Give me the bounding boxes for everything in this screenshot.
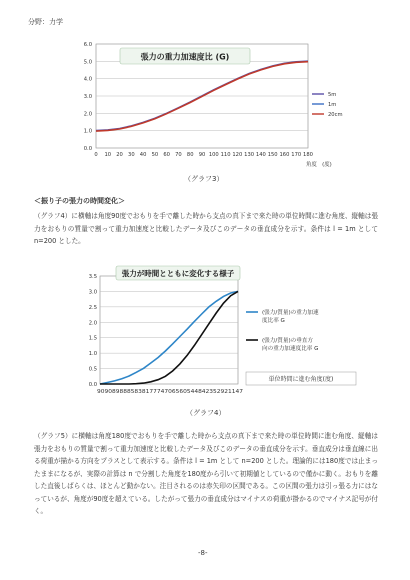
graph3-x-label: 角度 (度) xyxy=(306,162,332,168)
graph4-legend-label: (張力/質量)の垂直方向の重力加速度比率 G xyxy=(262,338,319,352)
graph4-y-tick: 3.5 xyxy=(88,274,97,280)
graph4-y-tick: 1.0 xyxy=(88,351,97,358)
graph3-x-tick: 10 xyxy=(104,152,112,158)
graph3-x-tick: 100 xyxy=(208,152,219,158)
graph4-container xyxy=(80,264,380,402)
graph4-y-tick: 0.5 xyxy=(88,366,97,373)
graph3-x-tick: 40 xyxy=(139,152,147,158)
section-paragraph: （グラフ4）に横軸は角度90度でおもりを手で離した時から支点の真下まで来た時の単位時間に進む角度、縦軸は張力をおもりの質量で割って重力加速度と比較したデータ及びこのデータの垂直成分を示す。条件は l = 1m として n=200 とした。 xyxy=(34,212,378,245)
graph3-legend-label: 5m xyxy=(328,92,337,98)
graph4-title: 張力が時間とともに変化する様子 xyxy=(121,269,235,278)
graph3-y-tick: 0.0 xyxy=(83,146,92,152)
graph3-x-tick: 80 xyxy=(186,152,194,158)
graph3-x-tick: 120 xyxy=(232,152,243,158)
graph3-x-tick: 140 xyxy=(255,152,266,158)
graph3-y-tick: 1.0 xyxy=(83,128,92,135)
graph3-x-tick: 50 xyxy=(151,152,159,158)
graph3-x-tick: 90 xyxy=(198,152,206,158)
section-heading: ＜振り子の張力の時間変化＞ xyxy=(34,197,125,205)
graph3-x-tick: 0 xyxy=(94,152,98,158)
graph4-x-tick-labels: 909089888583817774706560544842352921147 xyxy=(97,389,243,395)
graph3-caption: （グラフ3） xyxy=(184,175,224,183)
graph3-x-tick: 170 xyxy=(291,152,302,158)
graph3-x-tick: 130 xyxy=(244,152,255,158)
graph3-chart xyxy=(60,34,350,176)
graph3-x-tick: 30 xyxy=(128,152,135,158)
graph3-x-tick: 70 xyxy=(175,152,182,158)
graph3-x-tick: 110 xyxy=(220,152,231,158)
graph3-y-tick: 3.0 xyxy=(83,94,92,100)
conclusion-paragraph: （グラフ5）に横軸は角度180度でおもりを手で離した時から支点の真下まで来た時の単位時間に進む角度、縦軸は張力をおもりの質量で割って重力加速度と比較したデータ及びこのデータの垂直成分を示す。垂直成分は垂直線に出る荷重が描かる方向をプラスとして表示する。条件は l = 1m として n=200 とした。理論的には180度では止まったままになるが、実際の計算は n で分割した角度を180度から引いて初期値としているので僅かに動く。おもりを離した直後しばらくは、ほとんど動かない。注目されるのは赤矢印の区間である。この区間の張力は引っ張る力にはなっているが、角度が90度を超えている。したがって張力の垂直成分はマイナスの荷重が掛かるのでマイナス記号が付く。 xyxy=(34,432,378,515)
graph3-title: 張力の重力加速度比 (G) xyxy=(140,52,230,62)
graph4-y-tick: 1.5 xyxy=(88,335,97,342)
graph3-y-tick: 6.0 xyxy=(83,42,92,48)
graph4-caption: （グラフ4） xyxy=(186,409,226,417)
page-number: -8- xyxy=(198,549,208,557)
graph3-legend-label: 20cm xyxy=(328,112,343,118)
graph3-y-tick: 4.0 xyxy=(83,76,92,83)
graph4-y-tick: 3.0 xyxy=(88,289,97,296)
field-label: 分野：力学 xyxy=(28,18,63,26)
graph3-x-tick: 160 xyxy=(279,152,290,158)
graph3-y-tick: 2.0 xyxy=(83,111,92,118)
graph4-y-tick: 2.5 xyxy=(88,304,97,311)
graph4-y-tick: 2.0 xyxy=(88,320,97,327)
graph4-plot-area xyxy=(100,276,238,384)
graph3-x-tick: 60 xyxy=(163,152,170,158)
graph4-chart xyxy=(80,264,380,402)
graph3-y-tick: 5.0 xyxy=(83,59,92,66)
graph3-x-tick: 150 xyxy=(267,152,278,158)
graph4-legend-label: (張力/質量)の重力加速度比率 G xyxy=(262,310,319,324)
graph3-legend-label: 1m xyxy=(328,102,337,108)
graph3-container xyxy=(60,34,350,176)
graph3-x-tick: 180 xyxy=(303,152,313,158)
graph3-x-tick: 20 xyxy=(116,152,123,158)
graph4-x-label: 単位時間に進む角度(度) xyxy=(268,376,334,383)
graph4-y-tick: 0.0 xyxy=(88,382,97,388)
